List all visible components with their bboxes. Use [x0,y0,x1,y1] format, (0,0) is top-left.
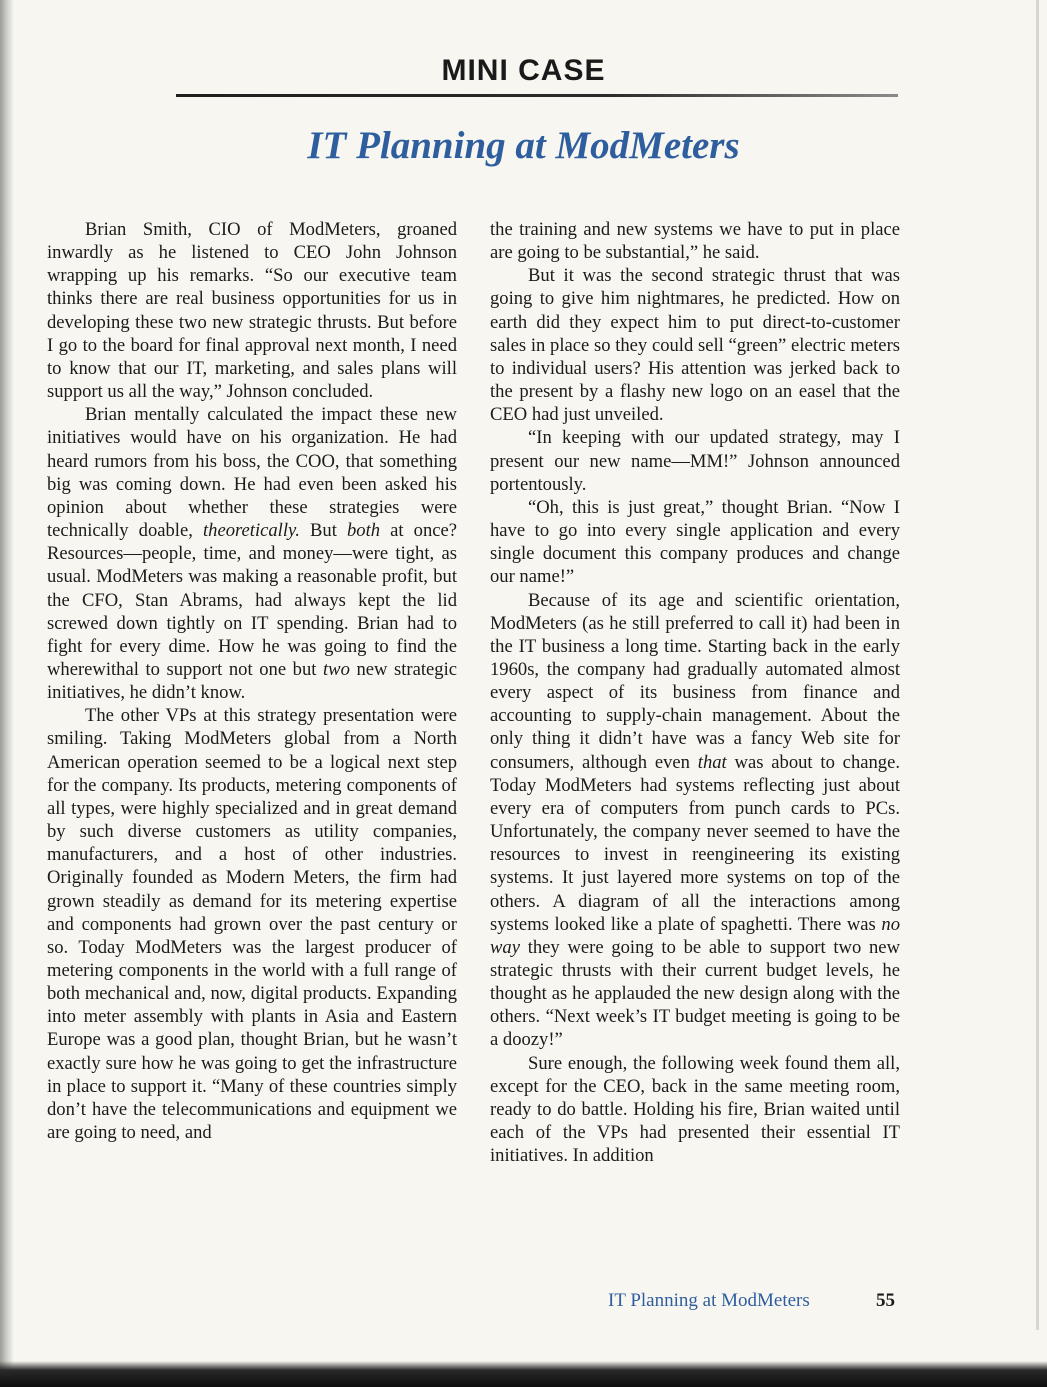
paragraph-text: But it was the second strategic thrust that was going to give him nightmares, he predicted. How on earth did they expect him to put direct-to-customer sales in place so they could sell “green” electric meters to individual users? His attention was jerked back to the present by a flashy new logo on an easel that the CEO had just unveiled. [490,265,900,426]
paragraph [47,218,457,403]
paragraph-text: the training and new systems we have to put in place are going to be substantial,” he said. [490,219,900,264]
header-rule [176,94,898,97]
paragraph-text: The other VPs at this strategy presentation were smiling. Taking ModMeters global from a North American operation seemed to be a logical next step for the company. Its products, metering components of all types, were highly specialized and in great demand by such diverse customers as utility companies, manufacturers, and a host of other industries. Originally founded as Modern Meters, the firm had grown steadily as demand for its metering expertise and components had grown over the past century or so. Today ModMeters was the largest producer of metering components in the world with a full range of both mechanical and, now, digital products. Expanding into meter assembly with plants in Asia and Eastern Europe was a good plan, thought Brian, but he wasn’t exactly sure how he was going to get the infrastructure in place to support it. “Many of these countries simply don’t have the telecommunications and equipment we are going to need, and [47,705,457,1144]
right-column [490,218,900,1167]
emphasized-text: both [346,520,381,542]
paragraph [490,496,900,589]
paragraph-text: Because of its age and scientific orientation, ModMeters (as he still preferred to call it) had been in the IT business a long time. Starting back in the early 1960s, the company had gradually automated almost every aspect of its business from finance and accounting to supply-chain management. About the only thing it didn’t have was a fancy Web site for consumers, although even [490,589,900,773]
paragraph [490,264,900,426]
paragraph-text: was about to change. Today ModMeters had systems reflecting just about every era of computers from punch cards to PCs. Unfortunately, the company never seemed to have the resources to invest in reengineering its existing systems. It just layered more systems on top of the others. A diagram of all the interactions among systems looked like a plate of spaghetti. There was [490,751,900,935]
scan-bottom-edge [0,1361,1047,1387]
paragraph-text: at once? Resources—people, time, and money—were tight, as usual. ModMeters was making a reasonable profit, but the CFO, Stan Abrams, had always kept the lid screwed down tightly on IT spending. Brian had to fight for every dime. How he was going to find the wherewithal to support not one but [47,520,458,680]
paragraph [47,403,457,704]
section-label: MINI CASE [441,54,606,87]
paragraph-text: Brian mentally calculated the impact these new initiatives would have on his organization. He had heard rumors from his boss, the COO, that something big was coming down. He had even been asked his opinion about whether these strategies were technically doable, [47,404,457,542]
page-number: 55 [876,1290,895,1311]
emphasized-text: theoretically. [202,520,300,542]
paragraph [490,426,900,495]
paragraph-text: But [299,520,347,542]
paragraph [490,1052,900,1168]
emphasized-text: that [697,751,727,773]
scan-binding-shadow [0,0,14,1387]
paragraph-text: new strategic initiatives, he didn’t know. [47,658,457,704]
paragraph [47,704,457,1144]
running-footer-title: IT Planning at ModMeters [608,1290,810,1311]
paragraph-text: “Oh, this is just great,” thought Brian. “Now I have to go into every single application and every single document this company produces and change our name!” [490,496,900,588]
paragraph [490,218,900,264]
paragraph-text: they were going to be able to support two new strategic thrusts with their current budget levels, he thought as he applauded the new design along with the others. “Next week’s IT budget meeting is going to be a doozy!” [490,936,900,1051]
paragraph [490,589,900,1052]
paragraph-text: “In keeping with our updated strategy, may I present our new name—MM!” Johnson announced portentously. [490,427,900,495]
emphasized-text: two [323,658,350,680]
scan-page-edge [1036,0,1039,1330]
paragraph-text: Sure enough, the following week found them all, except for the CEO, back in the same meeting room, ready to do battle. Holding his fire, Brian waited until each of the VPs had presented their essential IT initiatives. In addition [490,1052,900,1167]
emphasized-text: no way [490,913,900,958]
case-title: IT Planning at ModMeters [307,124,740,167]
paragraph-text: Brian Smith, CIO of ModMeters, groaned inwardly as he listened to CEO John Johnson wrapping up his remarks. “So our executive team thinks there are real business opportunities for us in developing these two new strategic thrusts. But before I go to the board for final approval next month, I need to know that our IT, marketing, and sales plans will support us all the way,” Johnson concluded. [47,219,457,403]
left-column [47,218,457,1144]
